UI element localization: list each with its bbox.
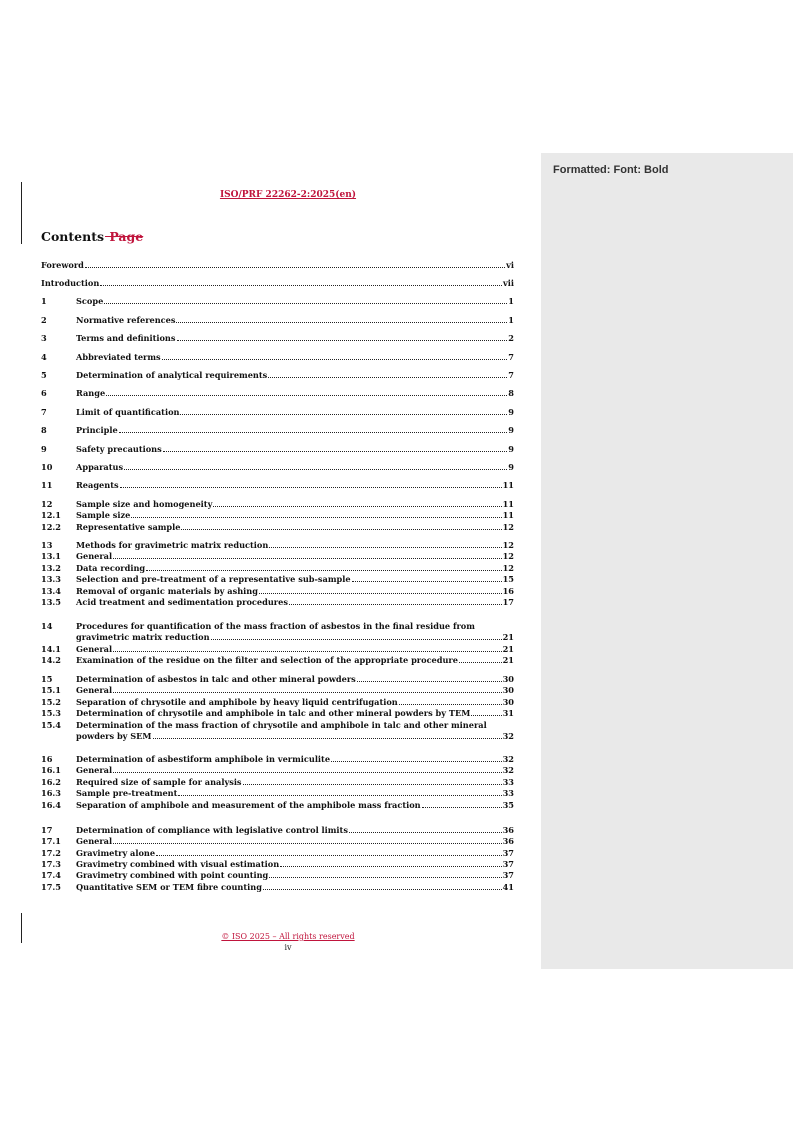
- toc-page-number: 37: [502, 859, 514, 869]
- toc-entry-title: Apparatus: [76, 462, 124, 472]
- toc-entry-body: [76, 586, 514, 597]
- toc-entry-body: [76, 407, 514, 418]
- toc-entry-body: [76, 388, 514, 399]
- toc-entry-title: Gravimetry combined with point counting: [76, 870, 269, 880]
- toc-dot-leader: [422, 800, 502, 808]
- toc-page-number: 12: [502, 540, 514, 550]
- toc-dot-leader: [181, 522, 501, 530]
- toc-dot-leader: [213, 499, 501, 507]
- toc-dot-leader: [106, 388, 507, 396]
- toc-entry-title: Foreword: [41, 260, 84, 270]
- toc-page-number: 21: [502, 644, 514, 654]
- toc-entry-number: 11: [41, 480, 53, 490]
- toc-entry-number: 13.2: [41, 563, 61, 573]
- toc-entry-title: Safety precautions: [76, 444, 162, 454]
- toc-page-number: 30: [502, 697, 514, 707]
- toc-entry-body: [76, 825, 514, 836]
- contents-heading: Contents: [41, 229, 105, 244]
- toc-page-number: 41: [502, 882, 514, 892]
- toc-entry-number: 14: [41, 621, 53, 631]
- toc-page-number: 11: [502, 480, 514, 490]
- toc-dot-leader: [119, 425, 508, 433]
- toc-entry-number: 2: [41, 315, 47, 325]
- toc-entry-body: [76, 425, 514, 436]
- toc-entry-title: Required size of sample for analysis: [76, 777, 242, 787]
- toc-dot-leader: [100, 278, 502, 286]
- toc-entry-title: Examination of the residue on the filter and selection of the appropriate procedure: [76, 655, 458, 665]
- toc-entry-title: Determination of compliance with legislative control limits: [76, 825, 348, 835]
- toc-entry-title: Acid treatment and sedimentation procedures: [76, 597, 288, 607]
- toc-page-number: 36: [502, 836, 514, 846]
- toc-entry-body: [76, 510, 514, 521]
- toc-dot-leader: [263, 882, 502, 890]
- toc-entry-body: [76, 352, 514, 363]
- toc-dot-leader: [268, 370, 507, 378]
- toc-entry-body: [76, 551, 514, 562]
- toc-page-number: 37: [502, 870, 514, 880]
- toc-dot-leader: [289, 597, 502, 605]
- toc-dot-leader: [280, 859, 501, 867]
- toc-entry-number: 17.3: [41, 859, 61, 869]
- toc-page-number: 15: [502, 574, 514, 584]
- toc-dot-leader: [259, 586, 502, 594]
- toc-entry-title: General: [76, 836, 113, 846]
- toc-entry-number: 8: [41, 425, 47, 435]
- toc-entry-title: Gravimetry alone: [76, 848, 156, 858]
- toc-entry-title: Separation of chrysotile and amphibole by heavy liquid centrifugation: [76, 697, 398, 707]
- toc-entry-number: 16: [41, 754, 53, 764]
- toc-entry-number: 16.1: [41, 765, 61, 775]
- toc-dot-leader: [352, 574, 502, 582]
- toc-dot-leader: [85, 260, 505, 268]
- toc-entry-body: [76, 685, 514, 696]
- copyright-notice: © ISO 2025 – All rights reserved: [221, 932, 355, 941]
- toc-entry-number: 9: [41, 444, 47, 454]
- toc-entry-number: 16.3: [41, 788, 61, 798]
- toc-entry-body: [76, 836, 514, 847]
- toc-entry-title: Determination of asbestiform amphibole in vermiculite: [76, 754, 331, 764]
- toc-dot-leader: [131, 510, 501, 518]
- toc-entry-title: Abbreviated terms: [76, 352, 161, 362]
- toc-entry-number: 15.4: [41, 720, 61, 730]
- toc-entry-number: 13.4: [41, 586, 61, 596]
- toc-entry-body: [76, 882, 514, 893]
- toc-entry-title: Sample size and homogeneity: [76, 499, 213, 509]
- toc-entry-body: [76, 655, 514, 666]
- toc-dot-leader: [113, 685, 502, 693]
- toc-entry-title-continued: gravimetric matrix reduction: [76, 632, 210, 642]
- toc-entry-title: Normative references: [76, 315, 176, 325]
- toc-entry-body: [41, 260, 514, 271]
- toc-entry-number: 16.2: [41, 777, 61, 787]
- toc-entry-title: General: [76, 551, 113, 561]
- document-reference: ISO/PRF 22262-2:2025(en): [219, 190, 357, 200]
- toc-dot-leader: [120, 480, 502, 488]
- toc-entry-body: [76, 720, 514, 742]
- toc-entry-number: 10: [41, 462, 53, 472]
- toc-entry-number: 4: [41, 352, 47, 362]
- toc-page-number: 1: [508, 315, 514, 325]
- toc-page-number: 33: [502, 777, 514, 787]
- toc-entry-body: [76, 444, 514, 455]
- toc-entry-number: 16.4: [41, 800, 61, 810]
- toc-page-number: 9: [508, 425, 514, 435]
- toc-entry-body: [76, 800, 514, 811]
- toc-entry-title: Reagents: [76, 480, 119, 490]
- toc-entry-number: 12.1: [41, 510, 61, 520]
- toc-entry-title: Representative sample: [76, 522, 181, 532]
- toc-entry-title: General: [76, 765, 113, 775]
- toc-entry-title: Introduction: [41, 278, 100, 288]
- toc-entry-number: 3: [41, 333, 47, 343]
- toc-entry-number: 5: [41, 370, 47, 380]
- toc-dot-leader: [163, 444, 508, 452]
- toc-entry-title: Sample size: [76, 510, 131, 520]
- toc-entry-body: [76, 708, 514, 719]
- toc-entry-number: 17: [41, 825, 53, 835]
- toc-page-number: 21: [502, 632, 514, 642]
- toc-entry-number: 13.1: [41, 551, 61, 561]
- toc-page-number: 35: [502, 800, 514, 810]
- toc-entry-title: General: [76, 644, 113, 654]
- toc-page-number: 9: [508, 444, 514, 454]
- comment-pane: [541, 153, 793, 969]
- toc-entry-body: [76, 563, 514, 574]
- toc-dot-leader: [357, 674, 502, 682]
- toc-entry-body: [76, 296, 514, 307]
- toc-entry-body: [76, 574, 514, 585]
- toc-entry-title: General: [76, 685, 113, 695]
- deleted-page-label: Page: [105, 229, 144, 244]
- toc-entry-title: Quantitative SEM or TEM fibre counting: [76, 882, 262, 892]
- toc-page-number: 1: [508, 296, 514, 306]
- toc-entry-number: 17.5: [41, 882, 61, 892]
- toc-dot-leader: [331, 754, 502, 762]
- toc-dot-leader: [459, 655, 502, 663]
- toc-entry-number: 14.1: [41, 644, 61, 654]
- toc-entry-title: Sample pre-treatment: [76, 788, 178, 798]
- toc-entry-body: [76, 540, 514, 551]
- toc-entry-body: [76, 499, 514, 510]
- toc-dot-leader: [471, 708, 501, 716]
- toc-page-number: 32: [502, 754, 514, 764]
- toc-entry-body: [76, 848, 514, 859]
- toc-entry-number: 1: [41, 296, 47, 306]
- toc-entry-title: Removal of organic materials by ashing: [76, 586, 258, 596]
- toc-dot-leader: [178, 788, 501, 796]
- toc-entry-body: [76, 621, 514, 643]
- toc-entry-title: Principle: [76, 425, 118, 435]
- toc-page-number: 9: [508, 407, 514, 417]
- toc-entry-title: Methods for gravimetric matrix reduction: [76, 540, 269, 550]
- toc-entry-body: [76, 480, 514, 491]
- toc-entry-number: 12: [41, 499, 53, 509]
- toc-page-number: 11: [502, 499, 514, 509]
- toc-entry-body: [76, 674, 514, 685]
- toc-entry-body: [76, 754, 514, 765]
- toc-entry-body: [76, 870, 514, 881]
- toc-dot-leader: [113, 551, 502, 559]
- toc-entry-body: [76, 788, 514, 799]
- toc-dot-leader: [113, 644, 502, 652]
- toc-page-number: 30: [502, 685, 514, 695]
- toc-entry-number: 12.2: [41, 522, 61, 532]
- toc-entry-body: [76, 777, 514, 788]
- toc-dot-leader: [162, 352, 508, 360]
- toc-page-number: 33: [502, 788, 514, 798]
- toc-page-number: 16: [502, 586, 514, 596]
- toc-entry-body: [76, 462, 514, 473]
- toc-entry-title: Data recording: [76, 563, 146, 573]
- toc-page-number: 11: [502, 510, 514, 520]
- toc-entry-body: [41, 278, 514, 289]
- contents-title: [41, 229, 143, 244]
- toc-entry-number: 15.1: [41, 685, 61, 695]
- toc-entry-body: [76, 333, 514, 344]
- toc-entry-body: [76, 522, 514, 533]
- toc-page-number: 30: [502, 674, 514, 684]
- toc-entry-body: [76, 859, 514, 870]
- toc-page-number: 36: [502, 825, 514, 835]
- toc-dot-leader: [113, 836, 502, 844]
- toc-entry-number: 15.2: [41, 697, 61, 707]
- toc-dot-leader: [269, 870, 501, 878]
- toc-dot-leader: [176, 315, 507, 323]
- toc-entry-number: 17.2: [41, 848, 61, 858]
- toc-page-number: vii: [503, 278, 514, 288]
- toc-dot-leader: [211, 632, 502, 640]
- toc-dot-leader: [399, 697, 502, 705]
- toc-entry-title: Terms and definitions: [76, 333, 176, 343]
- toc-entry-title: Scope: [76, 296, 104, 306]
- toc-dot-leader: [177, 333, 508, 341]
- toc-entry-number: 17.1: [41, 836, 61, 846]
- toc-entry-title: Range: [76, 388, 106, 398]
- toc-page-number: 37: [502, 848, 514, 858]
- toc-page-number: 31: [502, 708, 514, 718]
- toc-dot-leader: [153, 731, 502, 739]
- toc-dot-leader: [146, 563, 501, 571]
- toc-entry-body: [76, 765, 514, 776]
- toc-entry-title: Procedures for quantification of the mass fraction of asbestos in the final residue from: [76, 621, 475, 631]
- toc-entry-number: 13: [41, 540, 53, 550]
- toc-entry-number: 13.5: [41, 597, 61, 607]
- toc-entry-number: 7: [41, 407, 47, 417]
- toc-dot-leader: [180, 407, 507, 415]
- toc-entry-number: 14.2: [41, 655, 61, 665]
- toc-entry-number: 15: [41, 674, 53, 684]
- toc-page-number: 32: [502, 765, 514, 775]
- toc-entry-title: Separation of amphibole and measurement of the amphibole mass fraction: [76, 800, 421, 810]
- toc-page-number: 12: [502, 563, 514, 573]
- comment-pane-title: Formatted: Font: Bold: [553, 164, 669, 176]
- toc-entry-title: Limit of quantification: [76, 407, 180, 417]
- page-number: iv: [284, 943, 292, 952]
- toc-entry-title: Determination of analytical requirements: [76, 370, 268, 380]
- toc-page-number: 2: [508, 333, 514, 343]
- toc-page-number: 32: [502, 731, 514, 741]
- toc-dot-leader: [124, 462, 507, 470]
- toc-page-number: 21: [502, 655, 514, 665]
- toc-entry-number: 13.3: [41, 574, 61, 584]
- toc-entry-body: [76, 370, 514, 381]
- toc-dot-leader: [349, 825, 502, 833]
- toc-page-number: 12: [502, 522, 514, 532]
- toc-page-number: 9: [508, 462, 514, 472]
- toc-page-number: vi: [506, 260, 514, 270]
- toc-entry-title: Determination of the mass fraction of chrysotile and amphibole in talc and other mineral: [76, 720, 487, 730]
- toc-entry-number: 6: [41, 388, 47, 398]
- toc-page-number: 7: [508, 370, 514, 380]
- toc-page-number: 8: [508, 388, 514, 398]
- toc-dot-leader: [104, 296, 507, 304]
- toc-entry-body: [76, 697, 514, 708]
- toc-entry-number: 15.3: [41, 708, 61, 718]
- toc-entry-number: 17.4: [41, 870, 61, 880]
- toc-dot-leader: [243, 777, 502, 785]
- toc-dot-leader: [156, 848, 502, 856]
- toc-entry-body: [76, 597, 514, 608]
- toc-page-number: 17: [502, 597, 514, 607]
- toc-page-number: 12: [502, 551, 514, 561]
- toc-entry-title: Determination of chrysotile and amphibole in talc and other mineral powders by TEM: [76, 708, 471, 718]
- toc-page-number: 7: [508, 352, 514, 362]
- toc-entry-title: Determination of asbestos in talc and other mineral powders: [76, 674, 356, 684]
- toc-entry-title-continued: powders by SEM: [76, 731, 152, 741]
- toc-dot-leader: [113, 765, 502, 773]
- toc-entry-title: Gravimetry combined with visual estimation: [76, 859, 280, 869]
- toc-entry-title: Selection and pre-treatment of a representative sub-sample: [76, 574, 351, 584]
- toc-dot-leader: [269, 540, 501, 548]
- toc-entry-body: [76, 315, 514, 326]
- toc-entry-body: [76, 644, 514, 655]
